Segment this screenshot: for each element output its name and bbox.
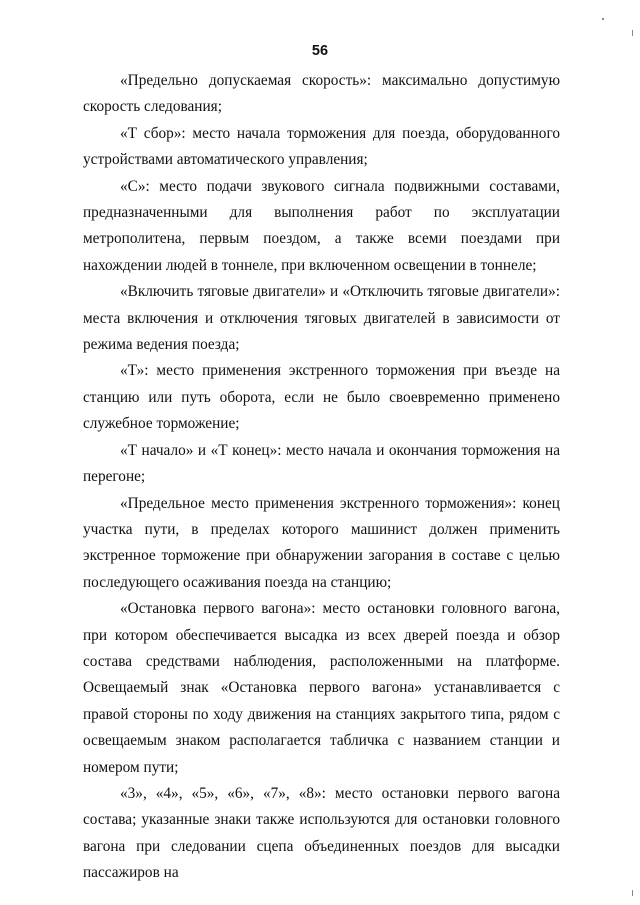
paragraph-t-sbor: «Т сбор»: место начала торможения для поезда, оборудованного устройствами автоматического управления; (83, 124, 560, 169)
document-body (83, 68, 560, 887)
scan-edge-mark (632, 30, 633, 36)
paragraph-t-start-end: «Т начало» и «Т конец»: место начала и окончания торможения на перегоне; (83, 441, 560, 486)
paragraph-traction-motors: «Включить тяговые двигатели» и «Отключить тяговые двигатели»: места включения и отключения тяговых двигателей в зависимости от режима ведения поезда; (83, 283, 560, 354)
scan-speck (602, 18, 604, 20)
paragraph-first-car-stop: «Остановка первого вагона»: место остановки головного вагона, при котором обеспечивается высадка из всех дверей поезда и обзор состава средствами наблюдения, расположенными на платформе. Освещаемый знак «Остановка первого вагона» устанавливается с правой стороны по ходу движения на станциях закрытого типа, рядом с освещаемым знаком располагается табличка с названием станции и номером пути; (83, 600, 560, 776)
paragraph-sound-signal: «С»: место подачи звукового сигнала подвижными составами, предназначенными для выполнения работ по эксплуатации метрополитена, первым поездом, а также всеми поездами при нахождении людей в тоннеле, при включенном освещении в тоннеле; (83, 177, 560, 274)
paragraph-emergency-braking: «Т»: место применения экстренного торможения при въезде на станцию или путь оборота, если не было своевременно применено служебное торможение; (83, 362, 560, 433)
paragraph-car-number-signs: «3», «4», «5», «6», «7», «8»: место остановки первого вагона состава; указанные знаки также используются для остановки головного вагона при следовании сцепа объединенных поездов для высадки пассажиров на (83, 784, 560, 882)
page-number: 56 (311, 43, 329, 59)
scan-edge-mark (632, 890, 633, 896)
paragraph-emergency-limit: «Предельное место применения экстренного торможения»: конец участка пути, в пределах которого машинист должен применить экстренное торможение при обнаружении загорания в составе с целью последующего осаживания поезда на станцию; (83, 494, 560, 591)
paragraph-max-speed: «Предельно допускаемая скорость»: максимально допустимую скорость следования; (83, 72, 560, 116)
